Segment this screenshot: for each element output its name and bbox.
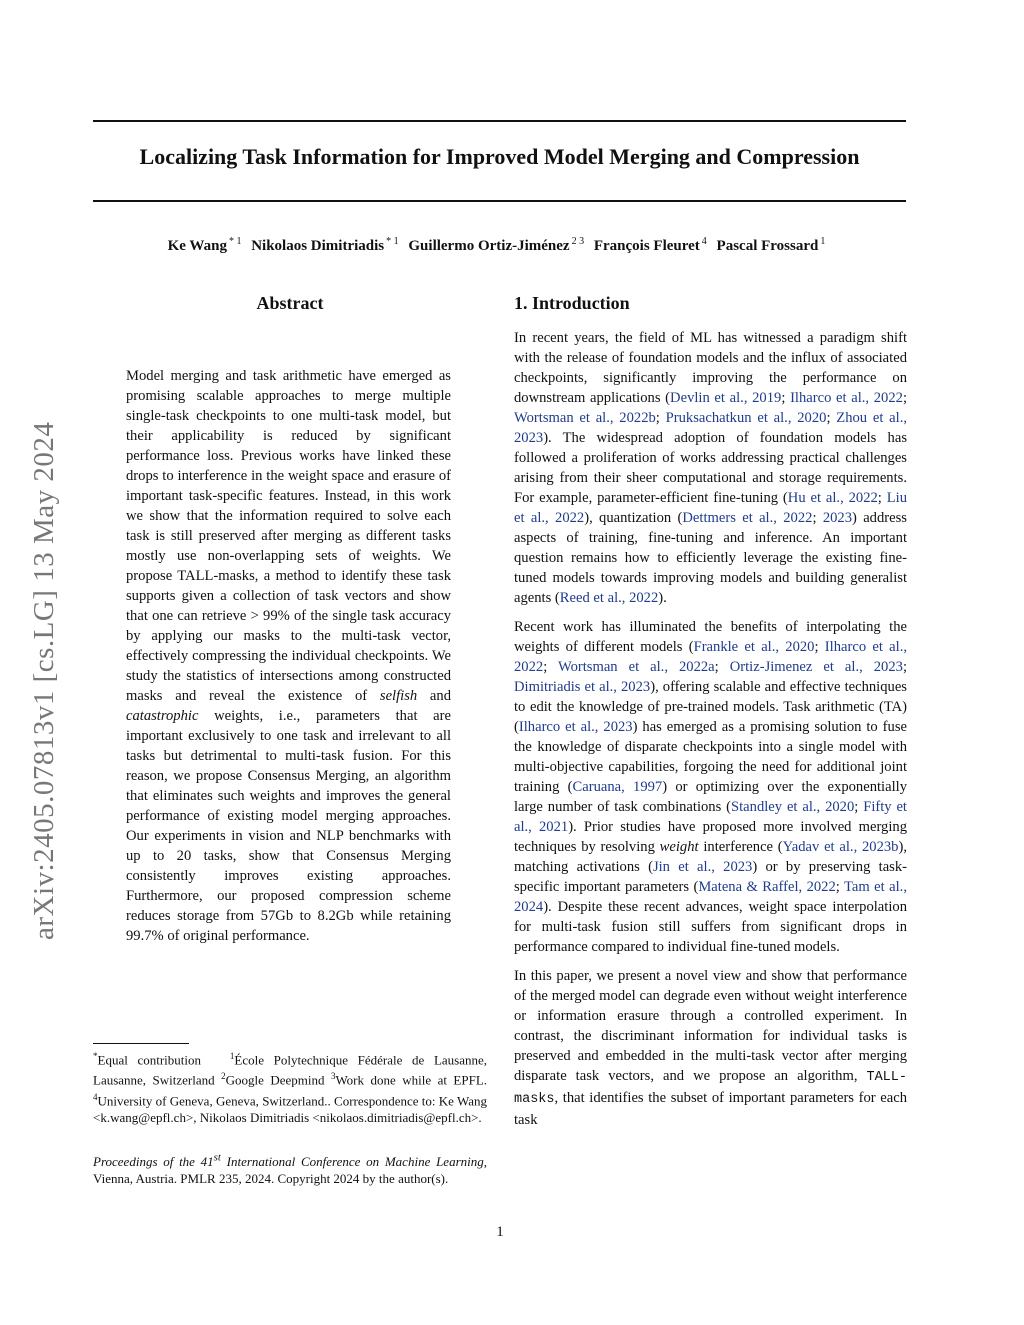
paragraph-text: ). The widespread adoption of foundation models has followed a proliferation of works addressing practical challenges arising from their sheer computational and storage requirements. For example, parameter-efficient fine-tuning ( xyxy=(514,430,907,506)
citation-link[interactable]: Hu et al., 2022 xyxy=(787,490,878,506)
footnote-mark: 4 xyxy=(93,1091,98,1102)
author-list xyxy=(93,236,906,255)
citation-link[interactable]: Yadav et al., 2023b xyxy=(782,839,899,855)
proceedings-suffix: st xyxy=(213,1152,221,1164)
author-affiliation: 1 xyxy=(820,236,826,247)
paragraph-text: ; xyxy=(543,659,558,675)
arxiv-identifier: arXiv:2405.07813v1 [cs.LG] 13 May 2024 xyxy=(28,421,60,940)
paragraph-text: ; xyxy=(835,879,845,895)
proceedings-text: International Conference on Machine Learning xyxy=(220,1154,484,1170)
abstract-text: and xyxy=(417,688,451,704)
intro-paragraph xyxy=(514,617,907,957)
paragraph-text: In this paper, we present a novel view and show that performance of the merged model can degrade even without weight interference or information erasure through a controlled experiment. In contrast, the discriminant information for individual tasks is preserved and embedded in the multi-task vector after merging disparate task vectors, and we propose an algorithm, xyxy=(514,968,907,1084)
citation-link[interactable]: Dimitriadis et al., 2023 xyxy=(514,679,651,695)
citation-link[interactable]: Ilharco et al., 2022 xyxy=(790,390,903,406)
paragraph-text: ; xyxy=(902,659,908,675)
citation-link[interactable]: Wortsman et al., 2022a xyxy=(557,659,715,675)
citation-link[interactable]: Caruana, 1997 xyxy=(572,779,663,795)
abstract-emphasis: selfish xyxy=(379,688,418,704)
footnote-text: Google Deepmind xyxy=(225,1072,331,1088)
author-name: François Fleuret xyxy=(593,238,700,254)
paragraph-text: ; xyxy=(826,410,837,426)
citation-link[interactable]: Ilharco et al., 2022 xyxy=(514,639,907,675)
footnote-text: Equal contribution xyxy=(97,1052,202,1068)
paragraph-text: interference ( xyxy=(698,839,783,855)
footnote-text: École Polytechnique Fédérale de Lausanne, Lausanne, Switzerland xyxy=(93,1052,488,1088)
citation-link[interactable]: Matena & Raffel, 2022 xyxy=(698,879,836,895)
paragraph-text: ), offering scalable and effective techniques to edit the knowledge of pre-trained models. Task arithmetic (TA) ( xyxy=(514,679,907,735)
citation-link[interactable]: Tam et al., 2024 xyxy=(514,879,907,915)
paragraph-text: ) or by preserving task-specific important parameters ( xyxy=(514,859,908,895)
footnote-text: Work done while at EPFL. xyxy=(335,1072,488,1088)
paragraph-text: ), quantization ( xyxy=(584,510,683,526)
citation-link[interactable]: Ilharco et al., 2023 xyxy=(518,719,633,735)
paragraph-text: ; xyxy=(854,799,864,815)
citation-link[interactable]: Jin et al., 2023 xyxy=(652,859,753,875)
proceedings-text: , Vienna, Austria. PMLR 235, 2024. Copyright 2024 by the author(s). xyxy=(93,1154,487,1187)
citation-link[interactable]: Frankle et al., 2020 xyxy=(693,639,815,655)
introduction-heading: 1. Introduction xyxy=(514,293,630,313)
paper-title: Localizing Task Information for Improved Model Merging and Compression xyxy=(139,144,860,169)
abstract-text: weights, i.e., parameters that are important exclusively to one task and irrelevant to all tasks but detrimental to multi-task fusion. For this reason, we propose Consensus Merging, an algorithm that eliminates such weights and improves the general performance of existing model merging approaches. Our experiments in vision and NLP benchmarks with up to 20 tasks, show that Consensus Merging consistently improves existing approaches. Furthermore, our proposed compression scheme reduces storage from 57Gb to 8.2Gb while retaining 99.7% of original performance. xyxy=(126,708,451,944)
footnote-mark: * xyxy=(93,1051,98,1061)
proceedings-text: Proceedings of the xyxy=(93,1154,201,1170)
abstract-heading: Abstract xyxy=(256,293,324,313)
author-name: Nikolaos Dimitriadis xyxy=(251,238,385,254)
footnote-mark: 2 xyxy=(221,1071,226,1082)
paragraph-text: ). Despite these recent advances, weight space interpolation for multi-task fusion still suffers from significant drops in performance compared to individual fine-tuned models. xyxy=(514,899,907,955)
citation-link[interactable]: Pruksachatkun et al., 2020 xyxy=(665,410,827,426)
author-affiliation: 2 3 xyxy=(571,236,585,247)
paragraph-text: ; xyxy=(655,410,666,426)
paragraph-text: ). xyxy=(658,590,667,606)
method-name: TALL-masks xyxy=(514,1070,907,1107)
paragraph-text: In recent years, the field of ML has witnessed a paradigm shift with the release of foundation models and the influx of associated checkpoints, significantly improving the performance on downstream applications ( xyxy=(514,330,907,406)
footnote-text: University of Geneva, Geneva, Switzerland.. Correspondence to: Ke Wang <k.wang@epfl.ch>, Nikolaos Dimitriadis <nikolaos.dimitriadis@epfl.ch>. xyxy=(93,1092,487,1125)
citation-link[interactable]: Dettmers et al., 2022 xyxy=(682,510,813,526)
citation-link[interactable]: Devlin et al., 2019 xyxy=(670,390,782,406)
paragraph-text: ), matching activations ( xyxy=(514,839,907,875)
page-number: 1 xyxy=(496,1224,504,1240)
citation-link[interactable]: Zhou et al., 2023 xyxy=(514,410,908,446)
citation-link[interactable]: Liu et al., 2022 xyxy=(514,490,908,526)
footnote xyxy=(93,1048,487,1126)
paragraph-text: Recent work has illuminated the benefits of interpolating the weights of different models ( xyxy=(514,619,907,655)
abstract-body xyxy=(126,366,451,946)
citation-link[interactable]: Wortsman et al., 2022b xyxy=(514,410,656,426)
citation-link[interactable]: 2023 xyxy=(822,510,853,526)
citation-link[interactable]: Ortiz-Jimenez et al., 2023 xyxy=(729,659,903,675)
intro-paragraph xyxy=(514,966,907,1130)
paragraph-text: ; xyxy=(902,390,907,406)
paragraph-text: ) address aspects of training, fine-tuning and inference. An important question remains how to efficiently leverage the existing fine-tuned models towards improving models and building generalist agents ( xyxy=(514,510,907,606)
paragraph-text: ) has emerged as a promising solution to fuse the knowledge of disparate checkpoints into a single model with multi-objective capabilities, forgoing the need for additional joint training ( xyxy=(514,719,907,795)
title-rule-top xyxy=(93,120,906,122)
author-name: Pascal Frossard xyxy=(716,238,819,254)
author-affiliation: * 1 xyxy=(228,236,242,247)
author-name: Ke Wang xyxy=(167,238,227,254)
footnote-mark: 3 xyxy=(330,1071,336,1082)
citation-link[interactable]: Reed et al., 2022 xyxy=(559,590,659,606)
author-affiliation: 4 xyxy=(701,236,707,247)
citation-link[interactable]: Standley et al., 2020 xyxy=(731,799,855,815)
paragraph-text: ; xyxy=(714,659,730,675)
paragraph-text: ). Prior studies have proposed more involved merging techniques by resolving xyxy=(514,819,907,855)
citation-link[interactable]: Fifty et al., 2021 xyxy=(514,799,907,835)
introduction-body xyxy=(514,328,907,1139)
footnote-rule xyxy=(93,1043,189,1044)
abstract-emphasis: catastrophic xyxy=(126,708,199,724)
abstract-text: Model merging and task arithmetic have emerged as promising scalable approaches to merge multiple single-task checkpoints to one multi-task model, but their applicability is reduced by significant performance loss. Previous works have linked these drops to interference in the weight space and erasure of important task-specific features. Instead, in this work we show that the information required to solve each task is still preserved after merging as different tasks mostly use non-overlapping sets of weights. We propose TALL-masks, a method to identify these task supports given a collection of task vectors and show that one can retrieve > 99% of the single task accuracy by applying our masks to the multi-task vector, effectively compressing the individual checkpoints. We study the statistics of intersections among constructed masks and reveal the existence of xyxy=(126,368,451,704)
emphasis-text: weight xyxy=(659,839,699,855)
proceedings-note xyxy=(93,1150,487,1187)
paragraph-text: ; xyxy=(781,390,791,406)
proceedings-number: 41 xyxy=(200,1154,214,1170)
intro-paragraph xyxy=(514,328,907,608)
title-rule-bottom xyxy=(93,200,906,202)
footnote-mark: 1 xyxy=(229,1051,235,1061)
author-name: Guillermo Ortiz-Jiménez xyxy=(408,238,570,254)
paragraph-text: ; xyxy=(877,490,887,506)
paragraph-text: ) or optimizing over the exponentially large number of task combinations ( xyxy=(514,779,907,815)
paragraph-text: ; xyxy=(812,510,823,526)
paragraph-text: ; xyxy=(814,639,825,655)
paragraph-text: , that identifies the subset of important parameters for each task xyxy=(514,1090,907,1128)
author-affiliation: * 1 xyxy=(386,236,399,247)
